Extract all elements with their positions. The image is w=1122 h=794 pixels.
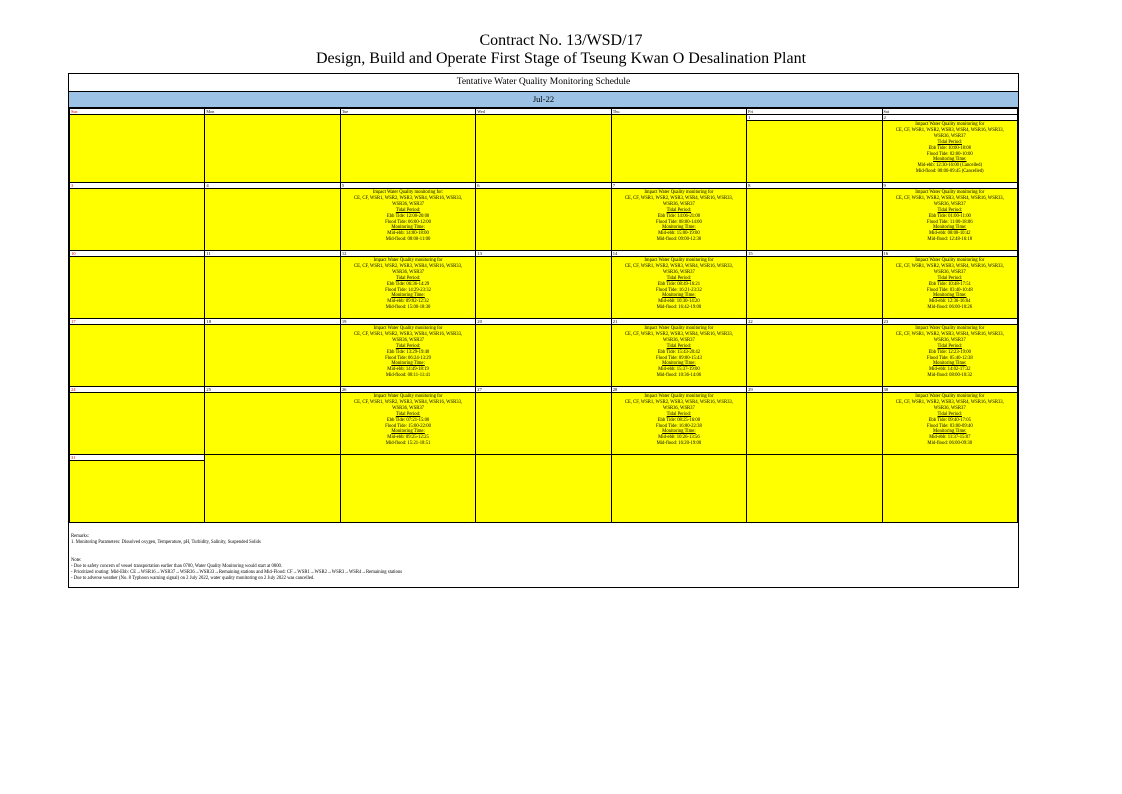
- day-cell: [476, 183, 611, 251]
- day-cell: [476, 387, 611, 455]
- day-cell: [747, 319, 882, 387]
- event-heading: Impact Water Quality monitoring for: [915, 394, 985, 399]
- day-number: [205, 455, 339, 460]
- day-number: 31: [70, 455, 204, 461]
- day-cell: [747, 115, 882, 183]
- monitoring-time-label: Monitoring Time:: [662, 429, 696, 435]
- day-cell: [340, 251, 475, 319]
- day-number: [883, 455, 1017, 460]
- monitoring-time-label: Monitoring Time:: [391, 361, 425, 367]
- note-title: Note:: [71, 558, 82, 563]
- day-cell: [611, 319, 746, 387]
- day-number: [476, 115, 610, 120]
- day-number: 19: [341, 319, 475, 325]
- day-number: 29: [747, 387, 881, 393]
- mid-ebb: Mid-ebb: 11:37-15:07: [929, 435, 971, 441]
- mid-flood: Mid-flood: 16:42-19:00: [656, 305, 702, 311]
- day-cell: [476, 115, 611, 183]
- day-cell: [882, 455, 1017, 523]
- ebb-tide: Ebb Tide: 06:36-14:29: [386, 281, 430, 287]
- day-cell: [70, 183, 205, 251]
- day-cell: [476, 455, 611, 523]
- station-list: CE, CF, WSR1, WSR2, WSR3, WSR4, WSR16, WSR33, WSR36, WSR37: [895, 263, 1004, 275]
- day-number: 20: [476, 319, 610, 325]
- day-number: 25: [205, 387, 339, 393]
- flood-tide: Flood Tide: 16:21-23:32: [655, 287, 702, 293]
- tidal-period-label: Tidal Period:: [937, 139, 962, 145]
- week-row: [70, 115, 1018, 183]
- ebb-tide: Ebb Tide: 15:43-20:42: [657, 349, 701, 355]
- event-heading: Impact Water Quality monitoring for: [915, 326, 985, 331]
- ebb-tide: Ebb Tide: 10:00-18:08: [928, 145, 971, 151]
- day-number: [747, 455, 881, 460]
- day-cell: [340, 387, 475, 455]
- day-number: 3: [70, 183, 204, 189]
- day-number: 22: [747, 319, 881, 325]
- flood-tide: Flood Tide: 06:24-13:29: [385, 355, 431, 361]
- mid-flood: Mid-flood: 08:00-11:00: [385, 237, 431, 243]
- tidal-period-label: Tidal Period:: [937, 343, 962, 349]
- weekday-5: Thu: [611, 109, 746, 115]
- ebb-tide: Ebb Tide: 09:40-17:05: [928, 417, 971, 423]
- monitoring-event: [612, 189, 746, 243]
- note-item: - Due to adverse weather (No. 8 Typhoon warning signal) on 2 July 2022, water quality monitoring on 2 July 2022 was cancelled.: [71, 576, 315, 581]
- mid-flood: Mid-flood: 15:00-18:30: [385, 305, 431, 311]
- day-cell: [340, 115, 475, 183]
- contract-number: Contract No. 13/WSD/17: [479, 32, 643, 49]
- event-heading: Impact Water Quality monitoring for: [373, 394, 443, 399]
- mid-flood: Mid-flood: 12:48-16:18: [927, 237, 973, 243]
- tidal-period-label: Tidal Period:: [937, 275, 962, 281]
- day-cell: [205, 455, 340, 523]
- weekday-1: Sun: [70, 109, 205, 115]
- mid-ebb: Mid-ebb: 14:49-18:19: [387, 367, 429, 373]
- week-row: [70, 387, 1018, 455]
- tidal-period-label: Tidal Period:: [395, 207, 421, 213]
- day-number: 16: [883, 251, 1017, 257]
- flood-tide: Flood Tide: 14:29-23:32: [385, 287, 431, 293]
- week-row: [70, 455, 1018, 523]
- weekday-7: Sat: [882, 109, 1017, 115]
- note-item: - Prioritized routing: Mid-Ebb: CE→WSR16→WSR37→WSR36→WSR33→Remaining stations and Mid-Flood: CF→WSR1→WSR2→WSR3→WSR4→Remaining stations: [71, 570, 403, 575]
- station-list: CE, CF, WSR1, WSR2, WSR3, WSR4, WSR16, WSR33, WSR36, WSR37: [353, 263, 463, 275]
- weekday-4: Wed: [476, 109, 611, 115]
- mid-flood: Mid-flood: 08:00-09:45 (Cancelled): [915, 169, 984, 175]
- mid-ebb: Mid-ebb: 10:26-13:56: [658, 435, 700, 441]
- monitoring-event: [883, 121, 1017, 175]
- ebb-tide: Ebb Tide: 14:06-21:00: [657, 213, 701, 219]
- event-heading: Impact Water Quality monitoring for: [644, 258, 714, 263]
- day-cell: [70, 251, 205, 319]
- schedule-title: Tentative Water Quality Monitoring Schedule: [69, 74, 1018, 92]
- day-cell: [882, 319, 1017, 387]
- day-cell: [882, 115, 1017, 183]
- event-heading: Impact Water Quality monitoring for: [373, 258, 443, 263]
- week-row: [70, 183, 1018, 251]
- tidal-period-label: Tidal Period:: [666, 207, 692, 213]
- day-number: 23: [883, 319, 1017, 325]
- day-number: [341, 455, 475, 460]
- station-list: CE, CF, WSR1, WSR2, WSR3, WSR4, WSR16, WSR33, WSR36, WSR37: [353, 331, 463, 343]
- mid-flood: Mid-flood: 06:00-09:30: [927, 441, 973, 447]
- day-cell: [882, 183, 1017, 251]
- day-number: [70, 115, 204, 120]
- station-list: CE, CF, WSR1, WSR2, WSR3, WSR4, WSR16, WSR33, WSR36, WSR37: [895, 195, 1004, 207]
- day-cell: [611, 115, 746, 183]
- note-item: - Due to safety concern of vessel transportation earlier than 0700, Water Quality Monitoring would start at 0800.: [71, 564, 283, 569]
- flood-tide: Flood Tide: 02:00-10:00: [926, 151, 973, 157]
- event-heading: Impact Water Quality monitoring for:: [372, 190, 444, 195]
- day-cell: [476, 251, 611, 319]
- day-cell: [70, 115, 205, 183]
- week-row: [70, 251, 1018, 319]
- monitoring-time-label: Monitoring Time:: [933, 429, 967, 435]
- tidal-period-label: Tidal Period:: [937, 411, 962, 417]
- event-heading: Impact Water Quality monitoring for: [915, 258, 985, 263]
- monitoring-event: [883, 189, 1017, 243]
- flood-tide: Flood Tide: 03:40-10:48: [926, 287, 973, 293]
- mid-ebb: Mid-ebb: 14:00-18:00: [387, 231, 429, 237]
- day-cell: [340, 183, 475, 251]
- day-number: 28: [612, 387, 746, 393]
- monitoring-event: [341, 189, 475, 243]
- day-number: 15: [747, 251, 881, 257]
- day-number: 18: [205, 319, 339, 325]
- ebb-tide: Ebb Tide: 08:49-16:21: [657, 281, 701, 287]
- month-banner: Jul-22: [69, 92, 1018, 108]
- day-cell: [747, 183, 882, 251]
- calendar-table: [69, 108, 1018, 523]
- event-heading: Impact Water Quality monitoring for: [915, 122, 985, 127]
- day-number: 24: [70, 387, 204, 393]
- monitoring-time-label: Monitoring Time:: [662, 225, 696, 231]
- day-number: 7: [612, 183, 746, 189]
- day-number: 21: [612, 319, 746, 325]
- weekday-6: Fri: [747, 109, 882, 115]
- day-cell: [70, 319, 205, 387]
- station-list: CE, CF, WSR1, WSR2, WSR3, WSR4, WSR16, WSR33, WSR36, WSR37: [353, 195, 463, 207]
- mid-ebb: Mid-ebb: 12:36-16:04: [928, 299, 971, 305]
- mid-flood: Mid-flood: 09:00-12:30: [656, 237, 702, 243]
- station-list: CE, CF, WSR1, WSR2, WSR3, WSR4, WSR16, WSR33, WSR36, WSR37: [624, 399, 733, 411]
- day-cell: [747, 251, 882, 319]
- station-list: CE, CF, WSR1, WSR2, WSR3, WSR4, WSR16, WSR33, WSR36, WSR37: [895, 331, 1004, 343]
- station-list: CE, CF, WSR1, WSR2, WSR3, WSR4, WSR16, WSR33, WSR36, WSR37: [353, 399, 463, 411]
- day-number: 14: [612, 251, 746, 257]
- monitoring-event: [612, 325, 746, 379]
- day-number: 5: [341, 183, 475, 189]
- mid-flood: Mid-flood: 08:00-10:32: [927, 373, 973, 379]
- tidal-period-label: Tidal Period:: [937, 207, 962, 213]
- flood-tide: Flood Tide: 06:00-12:00: [385, 219, 431, 225]
- monitoring-event: [341, 257, 475, 311]
- monitoring-event: [883, 393, 1017, 447]
- day-cell: [340, 319, 475, 387]
- mid-flood: Mid-flood: 08:11-11:41: [385, 373, 431, 379]
- ebb-tide: Ebb Tide: 07:21-15:00: [386, 417, 430, 423]
- day-cell: [611, 183, 746, 251]
- ebb-tide: Ebb Tide: 01:00-11:00: [928, 213, 971, 219]
- monitoring-event: [883, 325, 1017, 379]
- monitoring-time-label: Monitoring Time:: [933, 225, 967, 231]
- event-heading: Impact Water Quality monitoring for: [373, 326, 443, 331]
- flood-tide: Flood Tide: 05:40-12:38: [926, 355, 973, 361]
- day-cell: [205, 183, 340, 251]
- remarks-title: Remarks:: [71, 534, 89, 539]
- mid-flood: Mid-flood: 15:21-18:51: [385, 441, 431, 447]
- tidal-period-label: Tidal Period:: [666, 343, 692, 349]
- day-number: 2: [883, 115, 1017, 121]
- flood-tide: Flood Tide: 16:00-22:38: [655, 423, 702, 429]
- flood-tide: Flood Tide: 03:00-09:40: [926, 423, 973, 429]
- monitoring-time-label: Monitoring Time:: [933, 157, 967, 163]
- station-list: CE, CF, WSR1, WSR2, WSR3, WSR4, WSR16, WSR33, WSR36, WSR37: [895, 127, 1004, 139]
- flood-tide: Flood Tide: 15:00-22:00: [385, 423, 431, 429]
- day-cell: [611, 387, 746, 455]
- monitoring-event: [612, 257, 746, 311]
- tidal-period-label: Tidal Period:: [666, 275, 692, 281]
- day-number: 26: [341, 387, 475, 393]
- station-list: CE, CF, WSR1, WSR2, WSR3, WSR4, WSR16, WSR33, WSR36, WSR37: [895, 399, 1004, 411]
- day-cell: [882, 251, 1017, 319]
- station-list: CE, CF, WSR1, WSR2, WSR3, WSR4, WSR16, WSR33, WSR36, WSR37: [624, 195, 733, 207]
- day-cell: [611, 455, 746, 523]
- day-number: 1: [747, 115, 881, 121]
- tidal-period-label: Tidal Period:: [395, 275, 421, 281]
- monitoring-time-label: Monitoring Time:: [391, 293, 425, 299]
- flood-tide: Flood Tide: 09:00-15:43: [655, 355, 702, 361]
- mid-ebb: Mid-ebb: 09:25-12:25: [387, 435, 429, 441]
- day-number: 6: [476, 183, 610, 189]
- day-cell: [747, 455, 882, 523]
- day-cell: [476, 319, 611, 387]
- day-number: [612, 115, 746, 120]
- day-cell: [205, 251, 340, 319]
- monitoring-event: [883, 257, 1017, 311]
- monitoring-time-label: Monitoring Time:: [662, 293, 696, 299]
- week-row: [70, 319, 1018, 387]
- mid-ebb: Mid-ebb: 12:30-16:00 (Cancelled): [917, 163, 983, 169]
- ebb-tide: Ebb Tide: 10:48-17:51: [928, 281, 971, 287]
- ebb-tide: Ebb Tide: 13:29-19:40: [386, 349, 430, 355]
- flood-tide: Flood Tide: 08:00-14:00: [655, 219, 702, 225]
- day-number: [341, 115, 475, 120]
- day-number: 11: [205, 251, 339, 257]
- day-number: 4: [205, 183, 339, 189]
- monitoring-time-label: Monitoring Time:: [933, 293, 967, 299]
- mid-ebb: Mid-ebb: 15:37-19:00: [658, 367, 700, 373]
- day-cell: [70, 387, 205, 455]
- event-heading: Impact Water Quality monitoring for: [915, 190, 985, 195]
- day-number: [205, 115, 339, 120]
- mid-ebb: Mid-ebb: 10:30-14:20: [658, 299, 700, 305]
- station-list: CE, CF, WSR1, WSR2, WSR3, WSR4, WSR16, WSR33, WSR36, WSR37: [624, 263, 733, 275]
- weekday-2: Mon: [205, 109, 340, 115]
- tidal-period-label: Tidal Period:: [395, 343, 421, 349]
- monitoring-time-label: Monitoring Time:: [391, 225, 425, 231]
- ebb-tide: Ebb Tide: 12:00-20:00: [386, 213, 430, 219]
- event-heading: Impact Water Quality monitoring for: [644, 190, 714, 195]
- day-number: 13: [476, 251, 610, 257]
- day-cell: [70, 455, 205, 523]
- tidal-period-label: Tidal Period:: [666, 411, 692, 417]
- day-cell: [611, 251, 746, 319]
- project-title: Design, Build and Operate First Stage of Tseung Kwan O Desalination Plant: [315, 50, 807, 67]
- day-cell: [340, 455, 475, 523]
- mid-flood: Mid-flood: 06:00-10:26: [927, 305, 973, 311]
- schedule-sheet: [68, 73, 1019, 588]
- tidal-period-label: Tidal Period:: [395, 411, 421, 417]
- mid-flood: Mid-flood: 16:20-19:00: [656, 441, 702, 447]
- day-number: [476, 455, 610, 460]
- day-cell: [882, 387, 1017, 455]
- day-number: 12: [341, 251, 475, 257]
- mid-ebb: Mid-ebb: 09:02-12:32: [387, 299, 429, 305]
- monitoring-event: [612, 393, 746, 447]
- weekday-3: Tue: [340, 109, 475, 115]
- remark-item: 1. Monitoring Parameters: Dissolved oxygen, Temperature, pH, Turbidity, Salinity, Suspended Solids: [71, 540, 261, 545]
- monitoring-time-label: Monitoring Time:: [662, 361, 696, 367]
- flood-tide: Flood Tide: 11:00-18:06: [926, 219, 973, 225]
- mid-ebb: Mid-ebb: 08:00-10:42: [928, 231, 971, 237]
- event-heading: Impact Water Quality monitoring for: [644, 326, 714, 331]
- remarks-section: [71, 534, 402, 582]
- day-number: 9: [883, 183, 1017, 189]
- monitoring-event: [341, 393, 475, 447]
- day-number: 17: [70, 319, 204, 325]
- day-cell: [205, 319, 340, 387]
- day-number: 10: [70, 251, 204, 257]
- monitoring-event: [341, 325, 475, 379]
- day-number: 30: [883, 387, 1017, 393]
- mid-flood: Mid-flood: 10:36-14:06: [656, 373, 702, 379]
- mid-ebb: Mid-ebb: 15:00-19:00: [658, 231, 700, 237]
- station-list: CE, CF, WSR1, WSR2, WSR3, WSR4, WSR16, WSR33, WSR36, WSR37: [624, 331, 733, 343]
- monitoring-time-label: Monitoring Time:: [391, 429, 425, 435]
- monitoring-time-label: Monitoring Time:: [933, 361, 967, 367]
- day-cell: [747, 387, 882, 455]
- day-number: 8: [747, 183, 881, 189]
- mid-ebb: Mid-ebb: 14:02-17:32: [928, 367, 971, 373]
- day-cell: [205, 387, 340, 455]
- day-number: [612, 455, 746, 460]
- ebb-tide: Ebb Tide: 08:25-16:00: [657, 417, 701, 423]
- ebb-tide: Ebb Tide: 12:23-19:00: [928, 349, 971, 355]
- day-cell: [205, 115, 340, 183]
- event-heading: Impact Water Quality monitoring for: [644, 394, 714, 399]
- day-number: 27: [476, 387, 610, 393]
